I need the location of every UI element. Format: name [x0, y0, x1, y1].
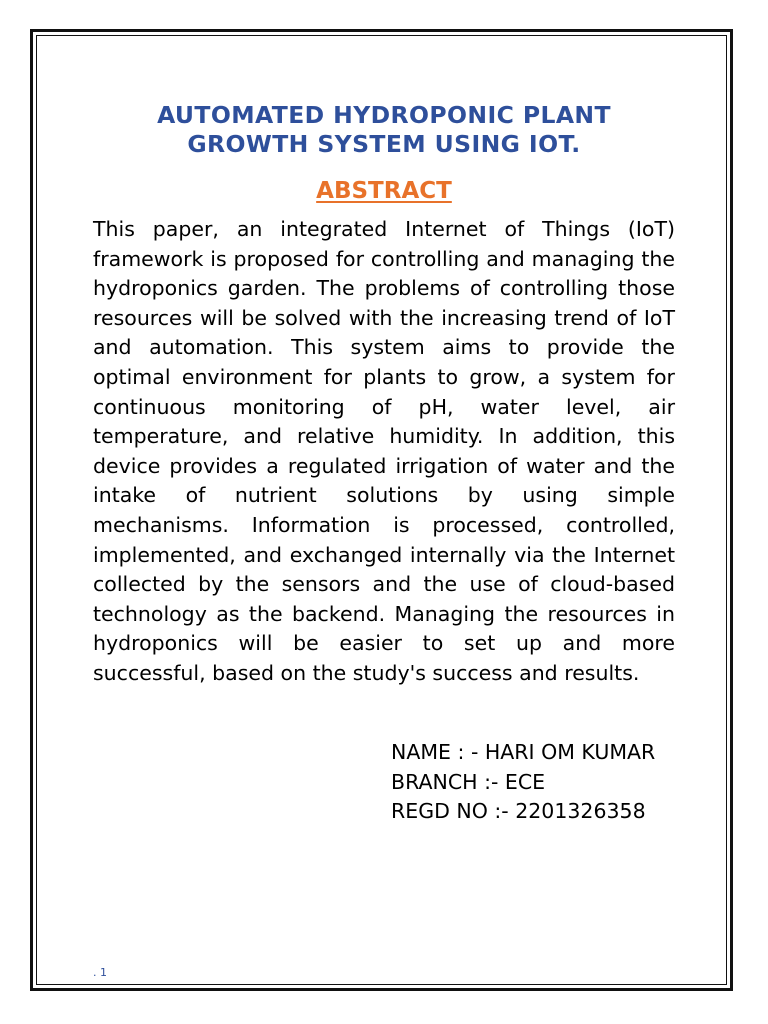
student-info	[391, 738, 655, 827]
student-regd-no: REGD NO :- 2201326358	[391, 799, 646, 824]
document-title	[93, 101, 675, 159]
page-number: . 1	[93, 966, 107, 979]
student-branch: BRANCH :- ECE	[391, 769, 546, 794]
abstract-heading: ABSTRACT	[316, 178, 452, 204]
abstract-body: This paper, an integrated Internet of Things (IoT) framework is proposed for controlling and managing the hydroponics garden. The problems of controlling those resources will be solved with the increasing trend of IoT and automation. This system aims to provide the optimal environment for plants to grow, a system for continuous monitoring of pH, water level, air temperature, and relative humidity. In addition, this device provides a regulated irrigation of water and the intake of nutrient solutions by using simple mechanisms. Information is processed, controlled, implemented, and exchanged internally via the Internet collected by the sensors and the use of cloud-based technology as the backend. Managing the resources in hydroponics will be easier to set up and more successful, based on the study's success and results.	[93, 217, 675, 685]
title-line-1: AUTOMATED HYDROPONIC PLANT	[157, 101, 611, 129]
student-name: NAME : - HARI OM KUMAR	[391, 740, 656, 764]
title-line-2: GROWTH SYSTEM USING IOT.	[187, 130, 581, 158]
